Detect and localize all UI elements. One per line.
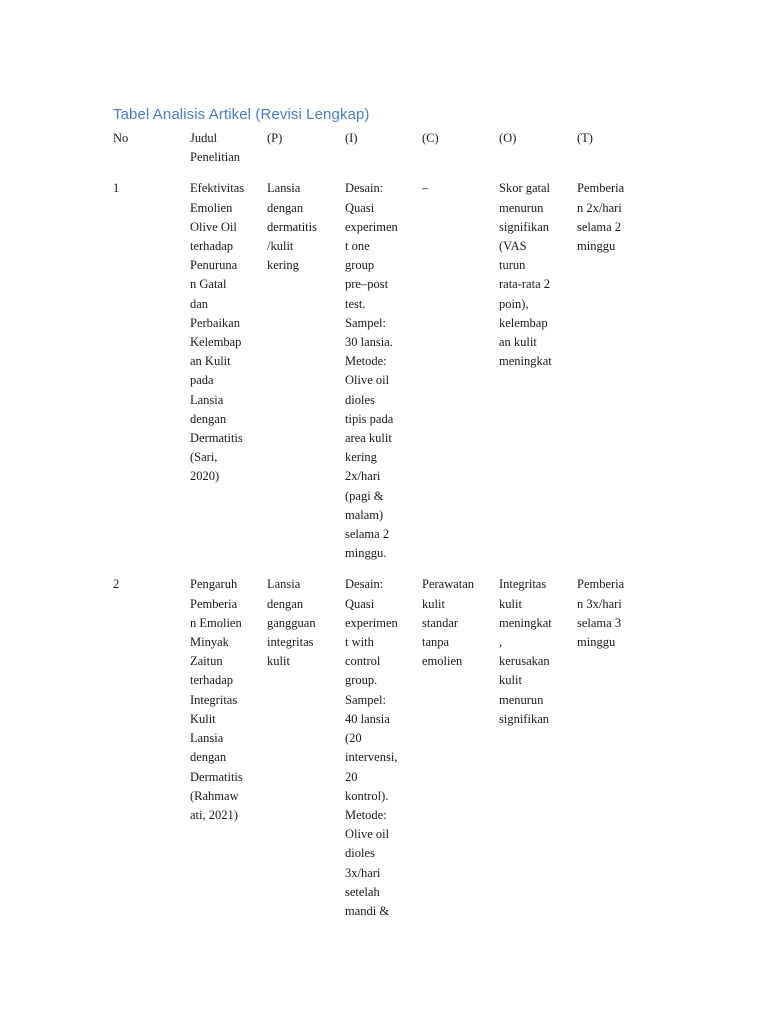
table-header-row (113, 129, 639, 179)
table-cell-p: Lansia dengan gangguan integritas kulit (267, 577, 316, 669)
header-cell: (P) (267, 131, 283, 145)
header-cell: (O) (499, 131, 517, 145)
table-cell-p: Lansia dengan dermatitis /kulit kering (267, 181, 317, 273)
table-cell-c: Perawatan kulit standar tanpa emolien (422, 577, 475, 669)
table-row (113, 179, 639, 575)
table-cell-c: – (422, 181, 429, 196)
table-cell-o: Integritas kulit meningkat , kerusakan kulit menurun signifikan (499, 577, 552, 726)
table-cell-no: 2 (113, 577, 120, 592)
table-cell-judul: Pengaruh Pemberia n Emolien Minyak Zaitun terhadap Integritas Kulit Lansia dengan Dermatitis (Rahmaw ati, 2021) (190, 577, 243, 822)
header-cell: No (113, 131, 129, 145)
table-cell-t: Pemberia n 3x/hari selama 3 minggu (577, 577, 625, 650)
table-cell-o: Skor gatal menurun signifikan (VAS turun rata-rata 2 poin), kelembap an kulit meningkat (499, 181, 552, 369)
table-cell-t: Pemberia n 2x/hari selama 2 minggu (577, 181, 625, 254)
page-title: Tabel Analisis Artikel (Revisi Lengkap) (113, 106, 370, 123)
header-cell: (T) (577, 131, 593, 145)
table-cell-i: Desain: Quasi experimen t one group pre–post test. Sampel: 30 lansia. Metode: Olive oil dioles tipis pada area kulit kering 2x/hari (pagi & malam) selama 2 minggu. (345, 181, 398, 561)
header-cell: (C) (422, 131, 439, 145)
header-cell: (I) (345, 131, 358, 145)
table-cell-i: Desain: Quasi experimen t with control group. Sampel: 40 lansia (20 intervensi, 20 kontrol). Metode: Olive oil dioles 3x/hari setelah mandi & (345, 577, 398, 918)
table-cell-no: 1 (113, 181, 120, 196)
table-row (113, 575, 639, 921)
table-cell-judul: Efektivitas Emolien Olive Oil terhadap Penuruna n Gatal dan Perbaikan Kelembap an Kulit pada Lansia dengan Dermatitis (Sari, 2020) (190, 181, 245, 484)
analysis-table (113, 129, 639, 921)
header-cell: Judul Penelitian (190, 131, 240, 165)
